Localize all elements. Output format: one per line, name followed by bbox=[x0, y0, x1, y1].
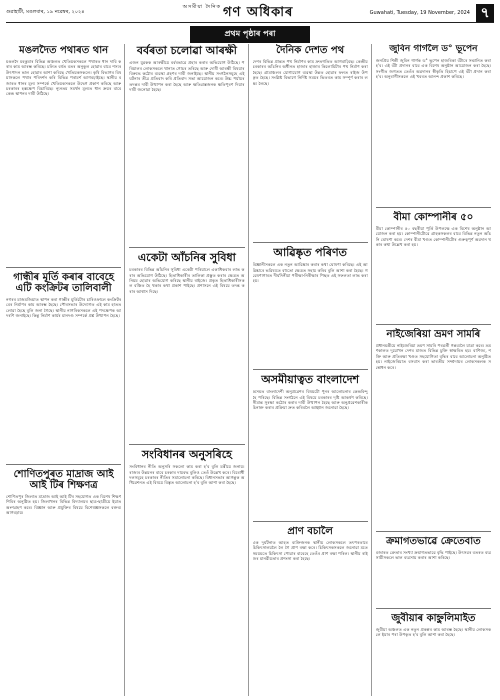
article-body: এক দুৰ্ঘটনাত আহত ব্যক্তিজনক স্থানীয় লোকসকলে তৎপৰতাৰে চিকিৎসালয়লৈ লৈ গৈ প্ৰাণ ৰক্ষা কৰে। চিকিৎসকসকলে জনোৱা মতে সময়মতে চিকিৎসা পোৱাৰ বাবেহে তেওঁৰ প্ৰাণ ৰক্ষা পৰিল। স্থানীয় ৰাইজৰ মানৱীয়তাৰ প্ৰশংসা কৰা হৈছে। bbox=[252, 540, 368, 562]
article-buyers bbox=[376, 535, 491, 605]
article-headline: দৈনিক দেশত পথ bbox=[276, 45, 345, 56]
article-body: চৰকাৰৰ বিভিন্ন আঁচনিৰ সুবিধা একেটা পৰিয়ালে একাধিকবাৰ লাভ কৰাৰ অভিযোগ উঠিছে। হিতাধিকাৰীৰ তালিকা প্ৰস্তুত কৰাৰ ক্ষেত্ৰত অনিয়ম হোৱাৰ অভিযোগ কৰিছে স্থানীয় ৰাইজে। প্ৰকৃত হিতাধিকাৰীসকল বঞ্চিত হৈ থকাৰ কথা প্ৰকাশ পাইছে। প্ৰশাসনে এই বিষয়ে তদন্ত কৰাৰ আশ্বাস দিছে। bbox=[129, 267, 245, 294]
masthead-date-assamese: গুৱাহাটী, মঙলবাৰ, ১৯ নৱেম্বৰ, ২০২৪ bbox=[6, 9, 85, 15]
divider bbox=[376, 207, 491, 208]
article-headline: গান্ধীৰ মূৰ্তি কৰাৰ বাবেহে এটি কংক্ৰিটৰ তালিবালী bbox=[13, 272, 114, 294]
article-police-brutality bbox=[129, 44, 244, 244]
article-headline: মঙলদৈত পথাৰত থান bbox=[19, 45, 109, 56]
article-headline: আৱিষ্কৃত পৰিণত bbox=[273, 246, 347, 259]
article-headline: শোণিতপুৰত মাদ্ৰাজ আই আই টিৰ শিক্ষণত্ৰ bbox=[13, 469, 114, 491]
column-3 bbox=[253, 44, 372, 696]
divider bbox=[253, 369, 368, 370]
masthead-date-english: Guwahati, Tuesday, 19 November, 2024 bbox=[369, 10, 470, 16]
article-bangladesh bbox=[253, 373, 368, 518]
article-body: সংবিধানৰ নীতি অনুসৰি সকলো কাম কৰা হ'ব বুলি মন্ত্ৰীয়ে জনায়। ৰাজ্যৰ উন্নয়নৰ বাবে চৰকাৰ দায়বদ্ধ বুলিও তেওঁ উল্লেখ কৰে। বিৰোধী দলসমূহে চৰকাৰৰ নীতিৰ সমালোচনা কৰিছে। বিধানসভাৰ আগন্তুক অধিৱেশনত এই বিষয়ে বিস্তৃত আলোচনা হ'ব বুলি আশা কৰা হৈছে। bbox=[129, 464, 245, 486]
article-body: শোণিতপুৰ জিলাত মাদ্ৰাজ আই আই টিৰ সহযোগত এক বিশেষ শিক্ষণ শিবিৰ অনুষ্ঠিত হয়। জিলাখনৰ বিভিন্ন বিদ্যালয়ৰ ছাত্ৰ-ছাত্ৰীয়ে ইয়াত অংশগ্ৰহণ কৰে। বিজ্ঞান আৰু প্ৰযুক্তিৰ বিষয়ে বিশেষজ্ঞসকলে বক্তব্য আগবঢ়ায়। bbox=[6, 494, 122, 516]
article-headline: জুবীয়াৰ কাহ্নুলিমাইত bbox=[391, 613, 476, 624]
article-life-saved bbox=[253, 525, 368, 665]
logo-text: গণ অধিকাৰ bbox=[223, 4, 294, 20]
article-sonitpur-iit bbox=[6, 468, 121, 648]
article-body: বীমা কোম্পানীৰ ৫০ বছৰীয়া পূৰ্তি উপলক্ষে এক বিশেষ অনুষ্ঠান আয়োজন কৰা হয়। কোম্পানীটোৱে গ্ৰাহকসকলৰ বাবে বিভিন্ন নতুন আঁচনি ঘোষণা কৰে। দেশৰ বীমা খণ্ডত কোম্পানীটোৰ গুৰুত্বপূৰ্ণ অৱদান থকাৰ কথা উল্লেখ কৰা হয়। bbox=[375, 226, 491, 248]
divider bbox=[253, 521, 368, 522]
column-4 bbox=[376, 44, 494, 696]
article-body: বিজ্ঞানীসকলে এক নতুন আৱিষ্কাৰ কৰাৰ কথা ঘোষণা কৰিছে। এই আৱিষ্কাৰে ভৱিষ্যতে বহুতো ক্ষেত্ৰত সহায় কৰিব বুলি আশা কৰা হৈছে। গৱেষণাগাৰত দীৰ্ঘদিনীয়া পৰীক্ষা-নিৰীক্ষাৰ পিছত এই সফলতা লাভ কৰা হয়। bbox=[252, 262, 368, 284]
article-scheme-benefit bbox=[129, 251, 244, 441]
article-headline: অসমীয়াত্বত বাংলাদেশ bbox=[261, 373, 360, 386]
article-body: প্ৰধানমন্ত্ৰীয়ে নাইজেৰিয়া ভ্ৰমণ সামৰি পৰৱৰ্তী গন্তব্যলৈ যাত্ৰা কৰে। ভ্ৰমণকালত দুয়োখন দেশৰ মাজত বিভিন্ন চুক্তি স্বাক্ষৰিত হয়। বাণিজ্য, শক্তি আৰু প্ৰতিৰক্ষা খণ্ডত সহযোগিতা বৃদ্ধিৰ বাবে আলোচনা অনুষ্ঠিত হয়। নাইজেৰিয়াত বসবাস কৰা ভাৰতীয় সম্প্ৰদায়ৰ লোকসকলক সম্বোধন কৰে। bbox=[375, 343, 491, 370]
newspaper-logo bbox=[183, 3, 294, 24]
article-body: বজাৰত ক্ৰেতাৰ সংখ্যা ক্ৰমাগতভাৱে বৃদ্ধি পাইছে। উৎসৱৰ বতৰত ব্যৱসায়ীসকলে ভাল ব্যৱসায় কৰাৰ আশা কৰিছে। bbox=[375, 550, 491, 561]
divider bbox=[129, 247, 244, 248]
article-roads bbox=[253, 44, 368, 239]
divider bbox=[129, 444, 244, 445]
article-gandhi-statue bbox=[6, 271, 121, 461]
article-insurance bbox=[376, 211, 491, 321]
article-nigeria-visit bbox=[376, 328, 491, 528]
page-number: ৭ bbox=[476, 4, 494, 22]
column-1 bbox=[6, 44, 125, 696]
article-headline: বৰ্বৰতা চলোৱা আৰক্ষী bbox=[136, 44, 237, 57]
article-zubeen-garg bbox=[376, 44, 491, 204]
article-headline: প্ৰাণ বচালৈ bbox=[287, 526, 333, 537]
divider bbox=[253, 242, 368, 243]
article-headline: নাইজেৰিয়া ভ্ৰমণ সামৰি bbox=[386, 329, 481, 340]
article-headline: সংবিধানৰ অনুসৰিহে bbox=[141, 448, 232, 461]
column-2 bbox=[129, 44, 248, 696]
article-jubia bbox=[376, 612, 491, 672]
article-body: অসমত বাংলাদেশী অনুপ্ৰৱেশৰ বিষয়টো পুনৰ আলোচনাৰ কেন্দ্ৰবিন্দু হৈ পৰিছে। বিভিন্ন সংগঠনে এই বিষয়ে চৰকাৰৰ দৃষ্টি আকৰ্ষণ কৰিছে। সীমান্ত সুৰক্ষা কঠোৰ কৰাৰ দাবী উত্থাপন হৈছে আৰু অনুপ্ৰৱেশকাৰীক চিনাক্ত কৰাৰ প্ৰক্ৰিয়া দ্ৰুত কৰিবলৈ আহ্বান জনোৱা হৈছে। bbox=[252, 389, 368, 411]
logo-tagline: অসমীয়া দৈনিক bbox=[182, 4, 222, 10]
article-body: জনপ্ৰিয় শিল্পী জুবিন গাৰ্গক ড° ভূপেন হাজৰিকা বঁটাৰে সন্মানিত কৰা হ'ব। এই বঁটা প্ৰদানৰ বাবে এক বিশেষ অনুষ্ঠান আয়োজন কৰা হৈছে। সংগীত জগতত তেওঁৰ অৱদানৰ স্বীকৃতি হিচাপে এই বঁটা প্ৰদান কৰা হ'ব। অনুৰাগীসকলে এই খবৰত আনন্দ প্ৰকাশ কৰিছে। bbox=[375, 57, 491, 80]
article-headline: একেটা আঁচনিৰ সুবিধা bbox=[137, 251, 236, 264]
article-body: দেশৰ বিভিন্ন প্ৰান্তত পথ নিৰ্মাণৰ কাম দ্ৰুতগতিত আগবাঢ়িছে। কেন্দ্ৰীয় চৰকাৰৰ আঁচনিৰ অধীনত হাজাৰ হাজাৰ কিলোমিটাৰ পথ নিৰ্মাণ কৰা হৈছে। গ্ৰামাঞ্চলৰ যোগাযোগ ব্যৱস্থা উন্নত হোৱাৰ ফলত ৰাইজ উপকৃত হৈছে। সংশ্লিষ্ট বিভাগে নিৰ্দিষ্ট সময়ৰ ভিতৰত কাম সম্পূৰ্ণ কৰাৰ লক্ষ্য লৈছে। bbox=[252, 59, 368, 86]
article-discovery bbox=[253, 246, 368, 366]
section-banner: প্ৰথম পৃষ্ঠাৰ পৰা bbox=[190, 26, 310, 43]
divider bbox=[376, 324, 491, 325]
divider bbox=[376, 608, 491, 609]
divider bbox=[376, 531, 491, 532]
article-headline: ক্ৰমাগতভাৱে ক্ৰেতেবাত bbox=[386, 536, 481, 547]
article-body: নগৰৰ মাজমজিয়াত স্থাপন কৰা গান্ধীৰ মূৰ্তিটোৰ চাৰিওফালে কংক্ৰিটৰ বেৰ নিৰ্মাণৰ কাম আৰম্ভ হৈছে। পৌৰসভাৰ উদ্যোগত এই কাম হাতত লোৱা হৈছে বুলি জনা গৈছে। স্থানীয় নাগৰিকসকলে এই পদক্ষেপক আদৰণি জনাইছে। কিন্তু নিৰ্মাণ কাৰ্যৰ মানদণ্ড সম্পৰ্কে প্ৰশ্ন উত্থাপন হৈছে। bbox=[6, 297, 122, 319]
article-headline: বীমা কোম্পানীৰ ৫০ bbox=[393, 212, 474, 223]
article-mangaldai bbox=[6, 44, 121, 264]
masthead bbox=[6, 4, 494, 23]
article-body: জুবীয়া অঞ্চলত এক নতুন প্ৰকল্পৰ কাম আৰম্ভ হৈছে। স্থানীয় লোকসকলে ইয়াৰ পৰা উপকৃত হ'ব বুলি আশা কৰা হৈছে। bbox=[375, 627, 491, 638]
article-body: এজন যুৱকক আৰক্ষীয়ে বৰ্বৰভাৱে প্ৰহাৰ কৰাৰ অভিযোগ উঠিছে। পৰিয়ালৰ লোকসকলে থানাত গোচৰ তৰিছে আৰু দোষী আৰক্ষী বিষয়াৰ বিৰুদ্ধে কঠোৰ ব্যৱস্থা গ্ৰহণৰ দাবী জনাইছে। স্থানীয় সংগঠনসমূহে এই ঘটনাৰ তীব্ৰ প্ৰতিবাদ কৰি প্ৰতিবাদ সভা আয়োজন কৰে। উচ্চ পৰ্যায়ৰ তদন্তৰ দাবী উত্থাপন কৰা হৈছে আৰু ক্ষতিগ্ৰস্তজনক ক্ষতিপূৰণ দিয়াৰ দাবী জনোৱা হৈছে। bbox=[129, 60, 245, 93]
article-headline: জুবিন গাৰ্গলৈ ড° ভূপেন bbox=[389, 44, 478, 54]
article-body: মঙলদৈ মহকুমাৰ বিভিন্ন অঞ্চলত খেতিয়কসকলে পথাৰত ধান দাবি কৰাৰ কাম আৰম্ভ কৰিছে। চলিত বৰ্ষত বতৰ অনুকূল হোৱাৰ বাবে শস্যৰ উৎপাদন ভাল হোৱাৰ আশা কৰিছে খেতিয়কসকলে। কৃষি বিভাগৰ বিষয়াসকলে পথাৰ পৰিদৰ্শন কৰি বিভিন্ন পৰামৰ্শ আগবঢ়াইছে। স্থানীয় বজাৰত ধানৰ মূল্য সম্পৰ্কে খেতিয়কসকলে উদ্বেগ প্ৰকাশ কৰিছে আৰু চৰকাৰৰ হস্তক্ষেপ বিচাৰিছে। ন্যূনতম সমৰ্থন মূল্যত ধান ক্ৰয়ৰ বাবে কেন্দ্ৰ স্থাপনৰ দাবী উঠিছে। bbox=[6, 59, 122, 97]
divider bbox=[6, 267, 121, 268]
article-constitution bbox=[129, 448, 244, 648]
divider bbox=[6, 464, 121, 465]
